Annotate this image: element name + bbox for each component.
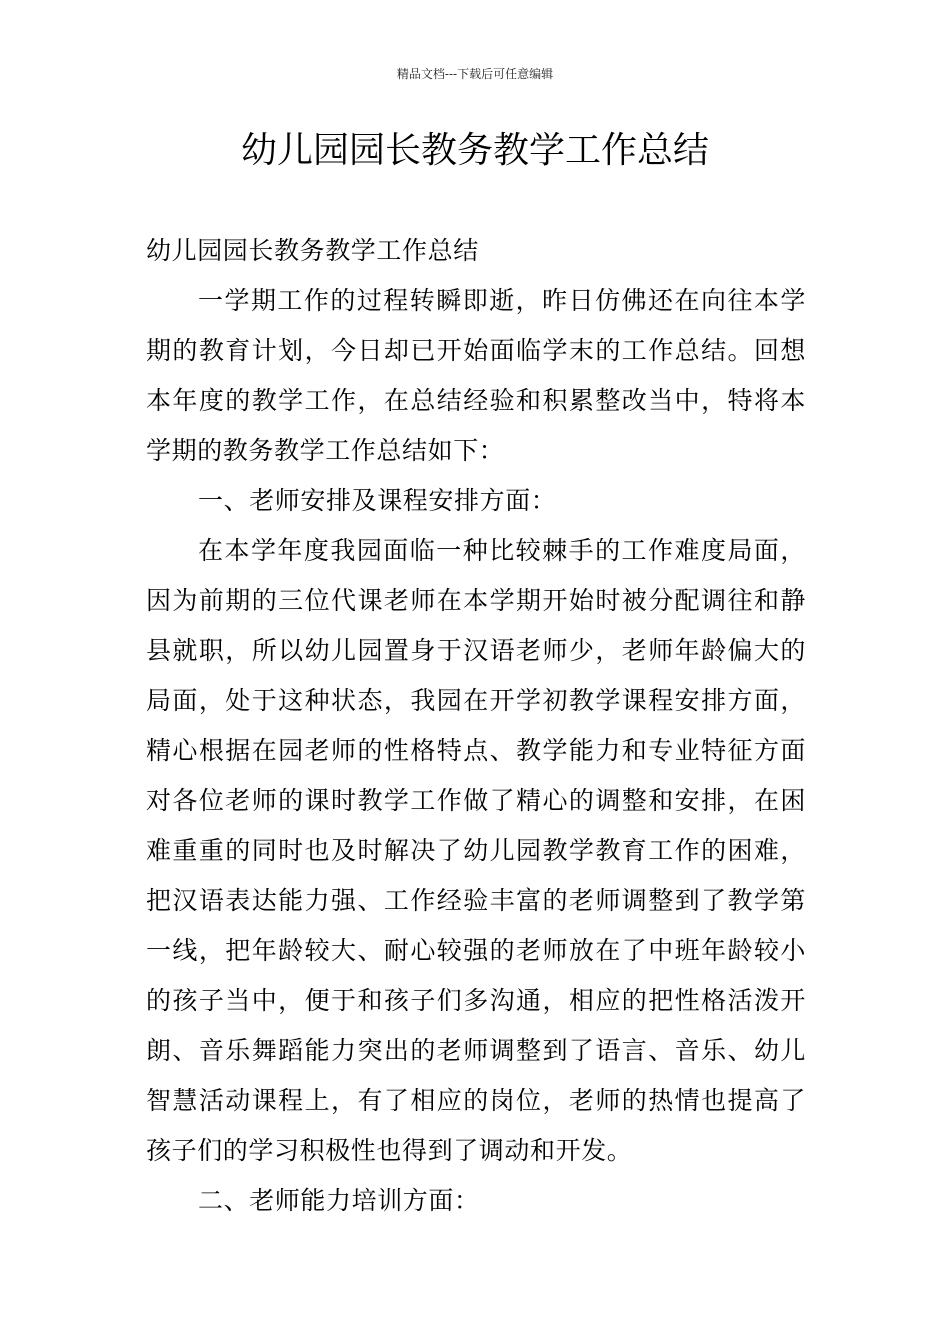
paragraph-subtitle: 幼儿园园长教务教学工作总结 [146,236,479,265]
paragraph-intro: 一学期工作的过程转瞬即逝，昨日仿佛还在向往本学期的教育计划，今日却已开始面临学末的工作总结。回想本年度的教学工作，在总结经验和积累整改当中，特将本学期的教务教学工作总结如下： [146,286,806,465]
document-body [146,226,806,1226]
document-title: 幼儿园园长教务教学工作总结 [240,130,709,171]
header-note: 精品文档---下载后可任意编辑 [396,67,554,81]
paragraph-section-1: 在本学年度我园面临一种比较棘手的工作难度局面，因为前期的三位代课老师在本学期开始时被分配调往和静县就职，所以幼儿园置身于汉语老师少，老师年龄偏大的局面，处于这种状态，我园在开学初教学课程安排方面，精心根据在园老师的性格特点、教学能力和专业特征方面对各位老师的课时教学工作做了精心的调整和安排，在困难重重的同时也及时解决了幼儿园教学教育工作的困难，把汉语表达能力强、工作经验丰富的老师调整到了教学第一线，把年龄较大、耐心较强的老师放在了中班年龄较小的孩子当中，便于和孩子们多沟通，相应的把性格活泼开朗、音乐舞蹈能力突出的老师调整到了语言、音乐、幼儿智慧活动课程上，有了相应的岗位，老师的热情也提高了孩子们的学习积极性也得到了调动和开发。 [146,536,806,1165]
section-heading-1: 一、老师安排及课程安排方面： [198,486,557,515]
section-heading-2: 二、老师能力培训方面： [198,1186,480,1215]
